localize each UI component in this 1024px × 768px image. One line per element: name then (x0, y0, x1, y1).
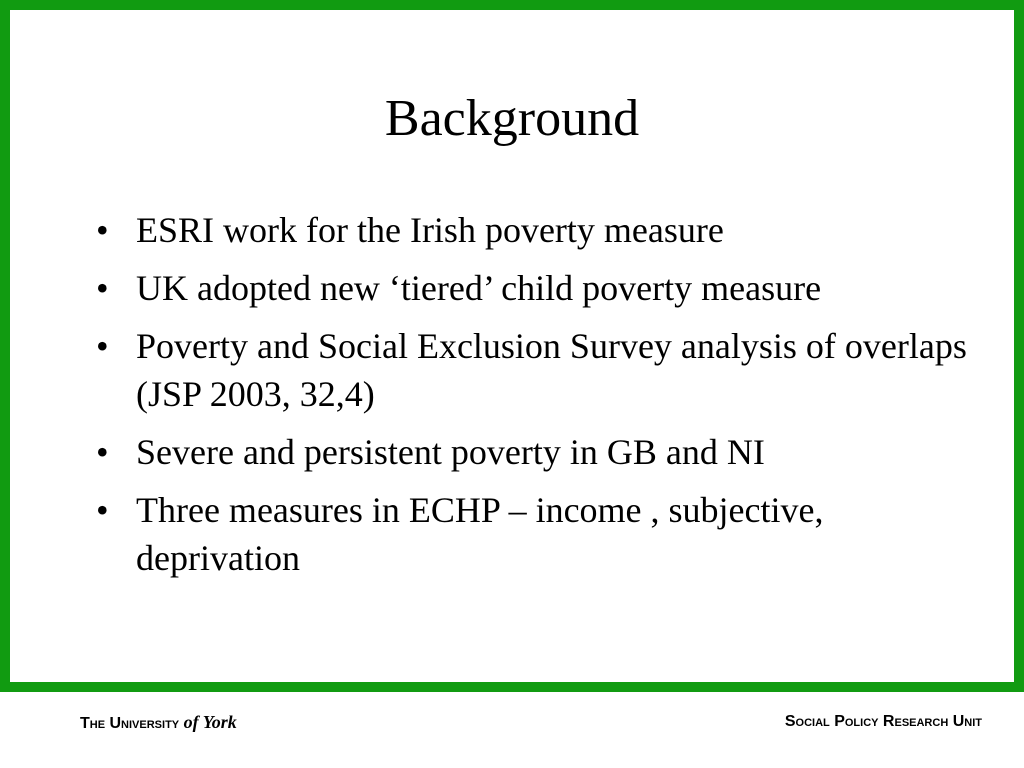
bullet-item (94, 322, 974, 418)
bullet-marker: • (96, 326, 109, 366)
footer-university-prefix: The University (80, 715, 180, 732)
bullet-text: Poverty and Social Exclusion Survey analysis of overlaps (JSP 2003, 32,4) (136, 326, 967, 414)
bullet-list (94, 206, 974, 592)
bullet-text: Severe and persistent poverty in GB and NI (136, 432, 765, 472)
bullet-item (94, 206, 974, 254)
footer-university-name: of York (183, 712, 237, 732)
bullet-marker: • (96, 432, 109, 472)
bullet-text: UK adopted new ‘tiered’ child poverty measure (136, 268, 822, 308)
footer-university (80, 710, 237, 736)
bullet-item (94, 486, 974, 582)
bullet-item (94, 428, 974, 476)
bullet-marker: • (96, 490, 109, 530)
bullet-marker: • (96, 268, 109, 308)
footer-research-unit: Social Policy Research Unit (784, 713, 982, 730)
bullet-item (94, 264, 974, 312)
bullet-marker: • (96, 210, 109, 250)
bullet-text: Three measures in ECHP – income , subjective, deprivation (136, 490, 824, 578)
slide-title: Background (384, 90, 640, 147)
bullet-text: ESRI work for the Irish poverty measure (136, 210, 724, 250)
